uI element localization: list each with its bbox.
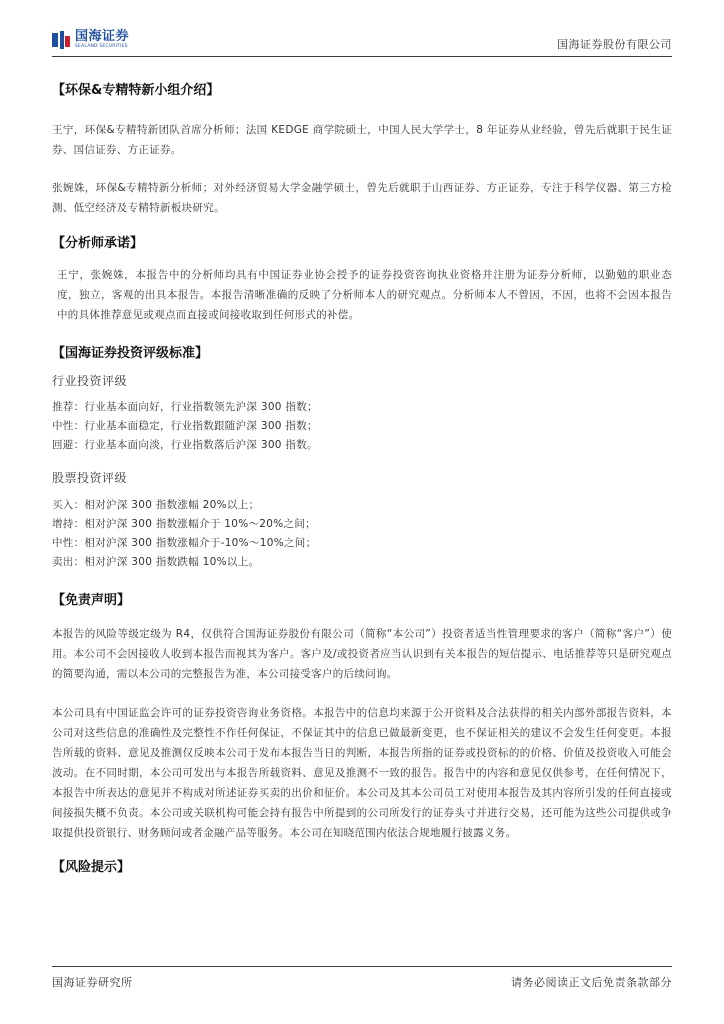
footer-institute: 国海证券研究所 bbox=[52, 976, 133, 989]
company-name: 国海证券股份有限公司 bbox=[557, 38, 672, 51]
stock-rating-row: 买入：相对沪深 300 指数涨幅 20%以上； bbox=[52, 499, 260, 511]
page-header bbox=[52, 28, 672, 54]
team-heading: 【环保&专精特新小组介绍】 bbox=[52, 83, 220, 98]
stock-rating-list bbox=[52, 496, 672, 572]
disclaimer-paragraph-2: 本公司具有中国证监会许可的证券投资咨询业务资格。本报告中的信息均来源于公开资料及合法获得的相关内部外部报告资料，本公司对这些信息的准确性及完整性不作任何保证，不保证其中的信息已做最新变更，也不保证相关的建议不会发生任何变更。本报告所载的资料、意见及推测仅反映本公司于发布本报告当日的判断，本报告所指的证券或投资标的的价格、价值及投资收入可能会波动。在不同时期，本公司可发出与本报告所载资料、意见及推测不一致的报告。报告中的内容和意见仅供参考，在任何情况下，本报告中所表达的意见并不构成对所述证券买卖的出价和征价。本公司及其本公司员工对使用本报告及其内容所引发的任何直接或间接损失概不负责。本公司或关联机构可能会持有报告中所提到的公司所发行的证券头寸并进行交易，还可能为这些公司提供或争取提供投资银行、财务顾问或者金融产品等服务。本公司在知晓范围内依法合规地履行披露义务。 bbox=[52, 707, 672, 839]
industry-rating-title: 行业投资评级 bbox=[52, 374, 128, 388]
disclaimer-heading: 【免责声明】 bbox=[52, 593, 131, 608]
team-analyst-2: 张婉姝，环保&专精特新分析师；对外经济贸易大学金融学硕士，曾先后就职于山西证券、方正证券，专注于科学仪器、第三方检测、低空经济及专精特新板块研究。 bbox=[52, 182, 672, 214]
header-divider bbox=[52, 56, 672, 57]
disclaimer-paragraph-1: 本报告的风险等级定级为 R4，仅供符合国海证券股份有限公司（简称“本公司”）投资者适当性管理要求的客户（简称“客户”）使用。本公司不会因接收人收到本报告而视其为客户。客户及/或投资者应当认识到有关本报告的短信提示、电话推荐等只是研究观点的简要沟通，需以本公司的完整报告为准，本公司接受客户的后续问询。 bbox=[52, 628, 672, 680]
industry-rating-list bbox=[52, 398, 672, 455]
rating-heading: 【国海证券投资评级标准】 bbox=[52, 346, 209, 361]
stock-rating-title: 股票投资评级 bbox=[52, 471, 128, 485]
footer-divider bbox=[52, 966, 672, 967]
stock-rating-row: 中性：相对沪深 300 指数涨幅介于-10%～10%之间； bbox=[52, 537, 317, 549]
stock-rating-row: 卖出：相对沪深 300 指数跌幅 10%以上。 bbox=[52, 556, 260, 568]
stock-rating-row: 增持：相对沪深 300 指数涨幅介于 10%～20%之间； bbox=[52, 518, 316, 530]
logo-en-text: SEALAND SECURITIES bbox=[75, 44, 128, 49]
company-logo bbox=[52, 30, 129, 50]
team-analyst-1: 王宁，环保&专精特新团队首席分析师；法国 KEDGE 商学院硕士，中国人民大学学士，8 年证券从业经验，曾先后就职于民生证券、国信证券、方正证券。 bbox=[52, 124, 672, 156]
industry-rating-row: 回避：行业基本面向淡，行业指数落后沪深 300 指数。 bbox=[52, 439, 318, 451]
commitment-text: 王宁，张婉姝，本报告中的分析师均具有中国证券业协会授予的证券投资咨询执业资格并注册为证券分析师，以勤勉的职业态度，独立，客观的出具本报告。本报告清晰准确的反映了分析师本人的研究观点。分析师本人不曾因，不因，也将不会因本报告中的具体推荐意见或观点而直接或间接收取到任何形式的补偿。 bbox=[57, 269, 672, 321]
commitment-heading: 【分析师承诺】 bbox=[52, 236, 144, 251]
risk-heading: 【风险提示】 bbox=[52, 860, 131, 875]
logo-icon bbox=[52, 31, 70, 49]
industry-rating-row: 推荐：行业基本面向好，行业指数领先沪深 300 指数； bbox=[52, 401, 318, 413]
report-body bbox=[52, 72, 672, 877]
footer-notice: 请务必阅读正文后免责条款部分 bbox=[511, 976, 672, 989]
logo-cn-text: 国海证券 bbox=[75, 29, 130, 44]
industry-rating-row: 中性：行业基本面稳定，行业指数跟随沪深 300 指数； bbox=[52, 420, 318, 432]
